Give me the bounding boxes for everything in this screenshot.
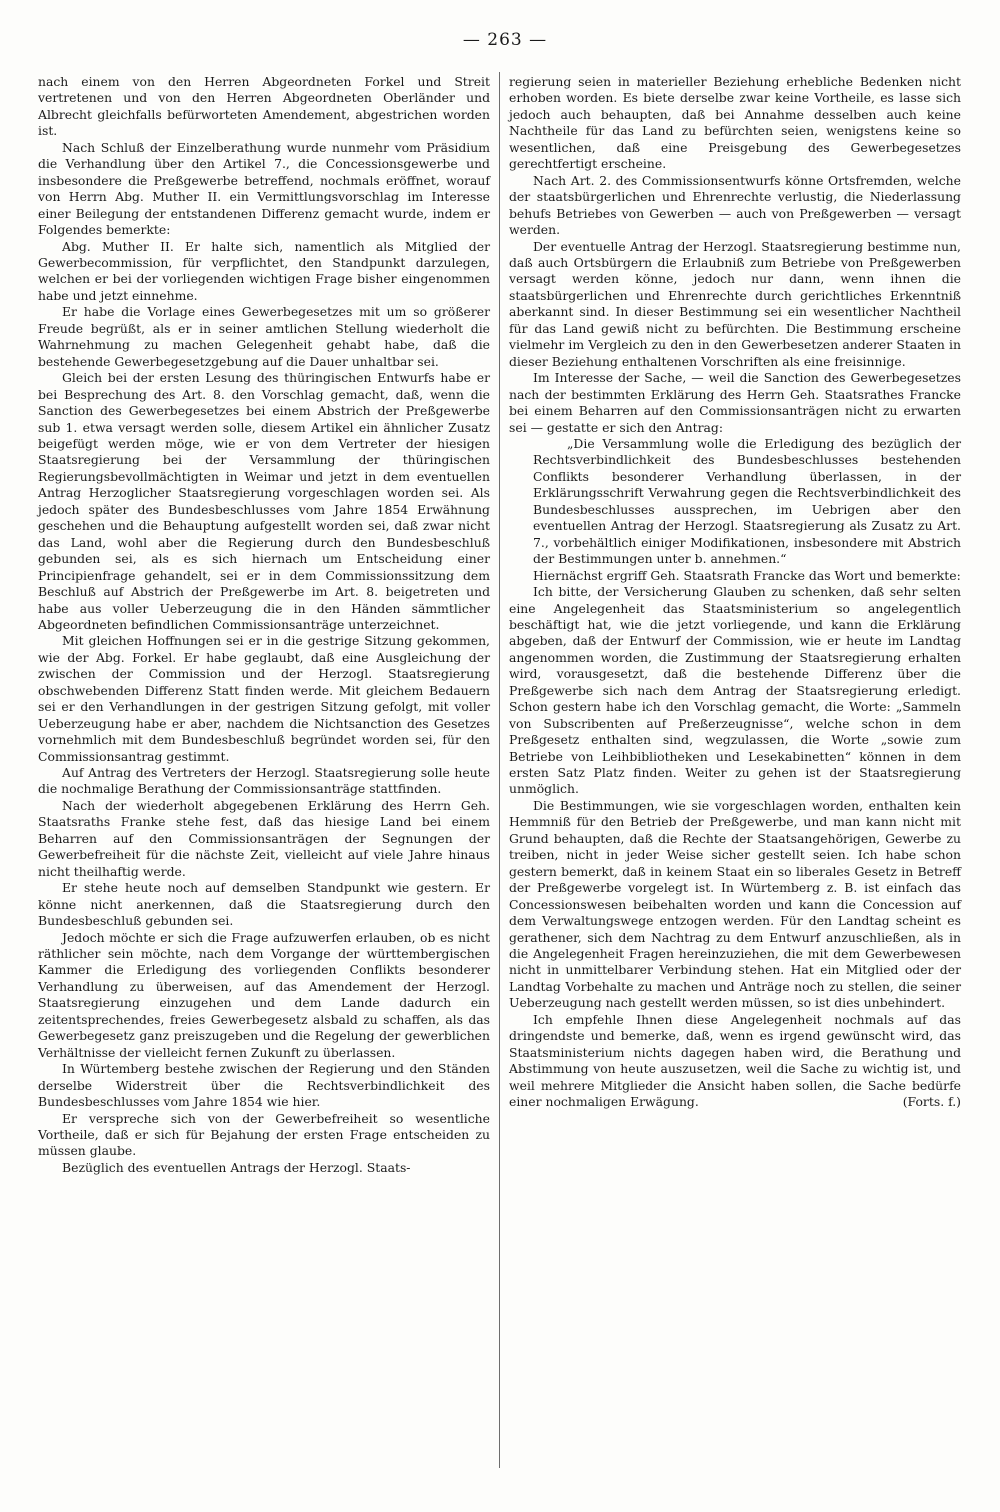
paragraph: Auf Antrag des Vertreters der Herzogl. Staatsregierung solle heute die nochmalige Berathung der Commissionsanträge stattfinden.	[38, 765, 490, 797]
paragraph: Bezüglich des eventuellen Antrags der Herzogl. Staats-	[62, 1159, 411, 1175]
paragraph: Ich bitte, der Versicherung Glauben zu schenken, daß sehr selten eine Angelegenheit das Staatsministerium so angelegentlich beschäftigt hat, wie die jetzt vorliegende, und kann die Erklärung abgeben, daß der Entwurf der Commission, wie er heute im Landtag angenommen worden, die Zustimmung der Staatsregierung erhalten wird, vorausgesetzt, daß die bestehende Differenz über die Preßgewerbe sich nach dem Antrag der Staatsregierung erledigt. Schon gestern habe ich den Vorschlag gemacht, die Worte: „Sammeln von Subscribenten auf Preßerzeugnisse“, welche schon in dem Preßgesetz enthalten sind, wegzulassen, die Worte „sowie zum Betriebe von Leihbibliotheken und Lesekabinetten“ können in dem ersten Satz Platz finden. Weiter zu gehen ist der Staatsregierung unmöglich.	[509, 584, 961, 797]
paragraph: Die Bestimmungen, wie sie vorgeschlagen worden, enthalten kein Hemmniß für den Betrieb der Preßgewerbe, und man kann nicht mit Grund behaupten, daß die Rechte der Staatsangehörigen, Gewerbe zu treiben, nicht in jeder Weise sicher gestellt seien. Ich habe schon gestern bemerkt, daß in keinem Staat ein so liberales Gesetz in Betreff der Preßgewerbe vorgelegt ist. In Würtemberg z. B. ist einfach das Concessionswesen beibehalten worden und kann die Concession auf dem Verwaltungswege entzogen werden. Für den Landtag scheint es gerathener, sich dem Nachtrag zu dem Entwurf anzuschließen, als in die Angelegenheit Fragen hereinzuziehen, die mit dem Gewerbewesen nicht in unmittelbarer Verbindung stehen. Hat ein Mitglied oder der Landtag Vorbehalte zu machen und Anträge noch zu stellen, die seiner Ueberzeugung nach gestellt werden müssen, so ist dies unbehindert.	[509, 797, 961, 1011]
page-number: — 263 —	[462, 30, 548, 50]
paragraph-text: Ich empfehle Ihnen diese Angelegenheit nochmals auf das dringendste und bemerke, daß, wenn es irgend gewünscht wird, das Staatsministerium nichts dagegen haben wird, die Berathung und Abstimmung von heute auszusetzen, weil die Sache zu wichtig ist, und weil mehrere Mitglieder die Ansicht haben sollen, die Sache bedürfe einer nochmaligen Erwägung.	[509, 1011, 961, 1110]
paragraph: regierung seien in materieller Beziehung erhebliche Bedenken nicht erhoben worden. Es biete derselbe zwar keine Vortheile, es lasse sich jedoch auch behaupten, daß bei Annahme desselben auch keine Nachtheile für das Land zu befürchten seien, wenigstens keine so wesentlichen, daß eine Preisgebung des Gewerbegesetzes gerechtfertigt erscheine.	[509, 74, 961, 172]
paragraph: Jedoch möchte er sich die Frage aufzuwerfen erlauben, ob es nicht räthlicher sein möchte, nach dem Vorgange der württembergischen Kammer die Erledigung des vorliegenden Conflikts besonderer Verhandlung zu überweisen, auf das Amendement der Herzogl. Staatsregierung einzugehen und dem Lande dadurch ein zeitentsprechendes, freies Gewerbegesetz alsbald zu schaffen, als das Gewerbegesetz ganz preiszugeben und die Regelung der gewerblichen Verhältnisse der vielleicht fernen Zukunft zu überlassen.	[38, 929, 490, 1060]
paragraph: Nach der wiederholt abgegebenen Erklärung des Herrn Geh. Staatsraths Franke stehe fest, daß das hiesige Land bei einem Beharren auf den Commissionsanträgen der Segnungen der Gewerbefreiheit für die nächste Zeit, vielleicht auf viele Jahre hinaus nicht theilhaftig werde.	[38, 797, 490, 879]
paragraph: nach einem von den Herren Abgeordneten Forkel und Streit vertretenen und von den Herren Abgeordneten Oberländer und Albrecht gleichfalls befürworteten Amendement, abgestrichen worden ist.	[38, 74, 490, 139]
paragraph: Hiernächst ergriff Geh. Staatsrath Francke das Wort und bemerkte:	[533, 567, 961, 583]
paragraph: Er verspreche sich von der Gewerbefreiheit so wesentliche Vortheile, daß er sich für Bejahung der ersten Frage entscheiden zu müssen glaube.	[38, 1110, 490, 1159]
paragraph: In Würtemberg bestehe zwischen der Regierung und den Ständen derselbe Widerstreit über die Rechtsverbindlichkeit des Bundesbeschlusses vom Jahre 1854 wie hier.	[38, 1061, 490, 1110]
paragraph: Abg. Muther II. Er halte sich, namentlich als Mitglied der Gewerbecommission, für verpflichtet, den Standpunkt darzulegen, welchen er bei der vorliegenden wichtigen Frage bisher eingenommen habe und jetzt einnehme.	[38, 238, 490, 303]
paragraph: Nach Art. 2. des Commissionsentwurfs könne Ortsfremden, welche der staatsbürgerlichen und Ehrenrechte verlustig, die Niederlassung behufs Betriebes von Gewerben — auch von Preßgewerben — versagt werden.	[509, 172, 961, 238]
paragraph: Er habe die Vorlage eines Gewerbegesetzes mit um so größerer Freude begrüßt, als er in seiner amtlichen Stellung wiederholt die Wahrnehmung zu machen Gelegenheit gehabt habe, daß die bestehende Gewerbegesetzgebung auf die Dauer unhaltbar sei.	[38, 304, 490, 369]
quoted-motion: „Die Versammlung wolle die Erledigung des bezüglich der Rechtsverbindlichkeit des Bundesbeschlusses bestehenden Conflikts besonderer Verhandlung überlassen, in der Erklärungsschrift Verwahrung gegen die Rechtsverbindlichkeit des Bundesbeschlusses aussprechen, im Uebrigen aber den eventuellen Antrag der Herzogl. Staatsregierung als Zusatz zu Art. 7., vorbehältlich einiger Modifikationen, insbesondere mit Abstrich der Bestimmungen unter b. annehmen.“	[533, 435, 961, 567]
paragraph: Gleich bei der ersten Lesung des thüringischen Entwurfs habe er bei Besprechung des Art. 8. den Vorschlag gemacht, daß, wenn die Sanction des Gewerbegesetzes bei einem Abstrich der Preßgewerbe sub 1. etwa versagt werden solle, diesem Artikel ein ähnlicher Zusatz beigefügt werden möge, wie er von dem Vertreter der hiesigen Staatsregierung bei der Versammlung der thüringischen Regierungsbevollmächtigten in Weimar und jetzt in dem eventuellen Antrag Herzoglicher Staatsregierung vorgeschlagen worden sei. Als jedoch später des Bundesbeschlusses vom Jahre 1854 Erwähnung geschehen und die Behauptung aufgestellt worden sei, daß zwar nicht das Land, wohl aber die Regierung durch den Bundesbeschluß gebunden sei, als es sich hiernach um Entscheidung einer Principienfrage gehandelt, sei er in dem Commissionssitzung dem Beschluß auf Abstrich der Preßgewerbe im Art. 8. beigetreten und habe aus voller Ueberzeugung die in den Händen sämmtlicher Abgeordneten befindlichen Commissionsanträge unterzeichnet.	[38, 370, 490, 632]
continuation-note: (Forts. f.)	[902, 1094, 961, 1110]
paragraph: Er stehe heute noch auf demselben Standpunkt wie gestern. Er könne nicht anerkennen, daß die Staatsregierung durch den Bundesbeschluß gebunden sei.	[38, 880, 490, 929]
paragraph: Im Interesse der Sache, — weil die Sanction des Gewerbegesetzes nach der bestimmten Erklärung des Herrn Geh. Staatsrathes Francke bei einem Beharren auf den Commissionsanträgen nicht zu erwarten sei — gestatte er sich den Antrag:	[509, 370, 961, 435]
left-column	[38, 74, 490, 1176]
paragraph: Nach Schluß der Einzelberathung wurde nunmehr vom Präsidium die Verhandlung über den Artikel 7., die Concessionsgewerbe und insbesondere die Preßgewerbe betreffend, nochmals eröffnet, worauf von Herrn Abg. Muther II. ein Vermittlungsvorschlag im Interesse einer Beilegung der entstandenen Differenz gemacht wurde, indem er Folgendes bemerkte:	[38, 139, 490, 238]
paragraph: Mit gleichen Hoffnungen sei er in die gestrige Sitzung gekommen, wie der Abg. Forkel. Er habe geglaubt, daß eine Ausgleichung der zwischen der Commission und der Herzogl. Staatsregierung obschwebenden Differenz Statt finden werde. Mit gleichem Bedauern sei er den Verhandlungen in der gestrigen Sitzung gefolgt, mit voller Ueberzeugung habe er aber, nachdem die Nichtsanction des Gesetzes vornehmlich mit dem Bundesbeschluß begründet worden sei, für den Commissionsantrag gestimmt.	[38, 633, 490, 764]
paragraph: Der eventuelle Antrag der Herzogl. Staatsregierung bestimme nun, daß auch Ortsbürgern die Erlaubniß zum Betriebe von Preßgewerben versagt werden könne, jedoch nur dann, wenn ihnen die staatsbürgerlichen und Ehrenrechte durch gerichtliches Erkenntniß aberkannt sind. In dieser Bestimmung sei ein wesentlicher Nachtheil für das Land gewiß nicht zu befürchten. Die Bestimmung erscheine vielmehr im Vergleich zu den in den Gewerbesetzen anderer Staaten in dieser Beziehung enthaltenen Vorschriften als eine freisinnige.	[509, 238, 961, 369]
right-column	[509, 74, 961, 1111]
column-divider	[499, 72, 500, 1468]
last-paragraph	[509, 1012, 961, 1111]
